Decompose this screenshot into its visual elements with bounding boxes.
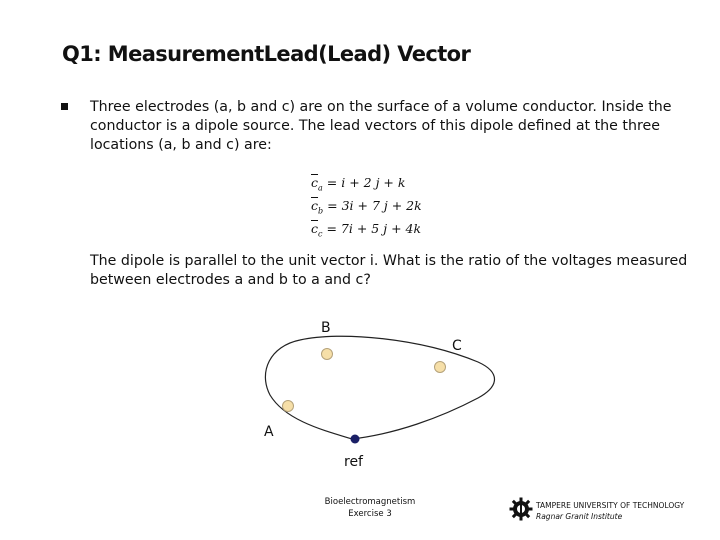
question-text: The dipole is parallel to the unit vector i. What is the ratio of the voltages measured between electrodes a and b to a and c? xyxy=(90,253,688,288)
university-gear-logo-icon xyxy=(509,497,533,521)
electrode-b xyxy=(322,349,333,360)
footer-course-info xyxy=(320,496,420,520)
electrode-a-label: A xyxy=(264,424,274,440)
electrode-a xyxy=(283,401,294,412)
reference-electrode xyxy=(351,435,360,444)
university-name: TAMPERE UNIVERSITY OF TECHNOLOGY xyxy=(536,501,685,510)
equation-subscript: c xyxy=(318,229,323,239)
footer-course-name: Bioelectromagnetism xyxy=(324,497,416,507)
institute-name: Ragnar Granit Institute xyxy=(536,512,623,521)
reference-electrode-label: ref xyxy=(344,454,363,470)
footer-exercise: Exercise 3 xyxy=(348,509,392,519)
electrode-c-label: C xyxy=(452,338,462,354)
equation-lhs: $\overline{c}$ xyxy=(311,198,319,213)
equation-rhs: = 7i + 5 j + 4k xyxy=(326,221,422,236)
electrode-b-label: B xyxy=(321,320,331,336)
equation-subscript: b xyxy=(318,206,324,216)
equation-rhs: = 3i + 7 j + 2k xyxy=(327,198,422,213)
slide-title: Q1: MeasurementLead(Lead) Vector xyxy=(62,42,471,66)
question-intro-text: Three electrodes (a, b and c) are on the surface of a volume conductor. Inside the conductor is a dipole source. The lead vectors of this dipole defined at the three locations (a, b and c) are: xyxy=(90,99,672,153)
equation-lhs: $\overline{c}$ xyxy=(311,221,319,236)
equation-lhs: $\overline{c}$ xyxy=(311,175,319,190)
footer-institution xyxy=(536,500,684,522)
electrode-c xyxy=(435,362,446,373)
equation-subscript: a xyxy=(318,183,323,193)
equation-rhs: = i + 2 j + k xyxy=(326,175,406,190)
